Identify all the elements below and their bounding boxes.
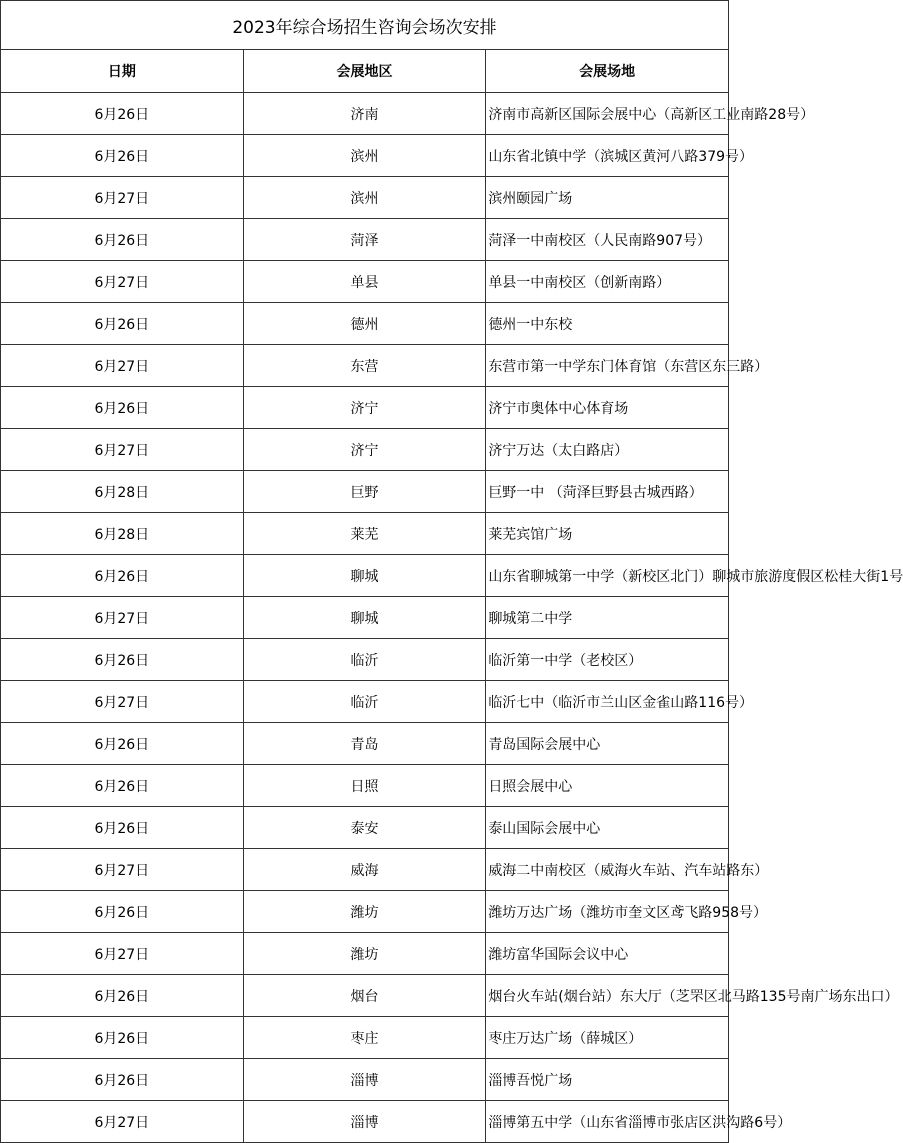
cell-venue: 莱芜宾馆广场 [486,513,729,555]
cell-region: 济宁 [243,429,486,471]
cell-date: 6月26日 [1,1017,244,1059]
cell-date: 6月26日 [1,765,244,807]
cell-region: 滨州 [243,135,486,177]
cell-region: 巨野 [243,471,486,513]
cell-region: 滨州 [243,177,486,219]
cell-venue: 山东省北镇中学（滨城区黄河八路379号） [486,135,729,177]
cell-region: 青岛 [243,723,486,765]
cell-date: 6月27日 [1,1101,244,1143]
cell-date: 6月26日 [1,723,244,765]
cell-venue: 菏泽一中南校区（人民南路907号） [486,219,729,261]
cell-date: 6月27日 [1,345,244,387]
table-row [1,429,729,471]
table-row [1,387,729,429]
header-row [1,50,729,93]
table-row [1,765,729,807]
cell-venue: 临沂七中（临沂市兰山区金雀山路116号） [486,681,729,723]
cell-date: 6月27日 [1,429,244,471]
cell-region: 临沂 [243,639,486,681]
cell-date: 6月27日 [1,177,244,219]
cell-region: 潍坊 [243,891,486,933]
cell-region: 东营 [243,345,486,387]
table-row [1,261,729,303]
cell-venue: 威海二中南校区（威海火车站、汽车站路东） [486,849,729,891]
cell-date: 6月26日 [1,135,244,177]
cell-venue: 淄博吾悦广场 [486,1059,729,1101]
cell-venue: 单县一中南校区（创新南路） [486,261,729,303]
cell-date: 6月27日 [1,681,244,723]
cell-date: 6月26日 [1,807,244,849]
cell-venue: 枣庄万达广场（薛城区） [486,1017,729,1059]
cell-region: 泰安 [243,807,486,849]
cell-region: 淄博 [243,1101,486,1143]
cell-region: 济南 [243,93,486,135]
cell-region: 潍坊 [243,933,486,975]
cell-date: 6月26日 [1,891,244,933]
table-row [1,891,729,933]
cell-region: 枣庄 [243,1017,486,1059]
table-title: 2023年综合场招生咨询会场次安排 [1,1,729,50]
cell-venue: 潍坊富华国际会议中心 [486,933,729,975]
table-row [1,807,729,849]
cell-region: 莱芜 [243,513,486,555]
header-region: 会展地区 [243,50,486,93]
cell-date: 6月26日 [1,1059,244,1101]
cell-date: 6月26日 [1,639,244,681]
cell-date: 6月26日 [1,303,244,345]
table-row [1,303,729,345]
cell-region: 单县 [243,261,486,303]
table-row [1,177,729,219]
cell-date: 6月27日 [1,261,244,303]
table-row [1,1017,729,1059]
table-row [1,723,729,765]
table-row [1,555,729,597]
title-row [1,1,729,50]
cell-date: 6月26日 [1,93,244,135]
cell-venue: 烟台火车站(烟台站）东大厅（芝罘区北马路135号南广场东出口） [486,975,729,1017]
cell-venue: 聊城第二中学 [486,597,729,639]
cell-date: 6月27日 [1,933,244,975]
cell-venue: 巨野一中 （菏泽巨野县古城西路） [486,471,729,513]
cell-venue: 泰山国际会展中心 [486,807,729,849]
cell-date: 6月26日 [1,387,244,429]
cell-region: 菏泽 [243,219,486,261]
cell-region: 德州 [243,303,486,345]
cell-region: 聊城 [243,597,486,639]
table-row [1,135,729,177]
cell-date: 6月26日 [1,555,244,597]
cell-region: 威海 [243,849,486,891]
cell-venue: 东营市第一中学东门体育馆（东营区东三路） [486,345,729,387]
table-row [1,513,729,555]
cell-date: 6月26日 [1,219,244,261]
cell-region: 淄博 [243,1059,486,1101]
table-row [1,975,729,1017]
cell-date: 6月28日 [1,513,244,555]
table-row [1,933,729,975]
table-row [1,1101,729,1143]
table-row [1,345,729,387]
table-body [1,93,903,1143]
cell-region: 聊城 [243,555,486,597]
cell-venue: 淄博第五中学（山东省淄博市张店区洪沟路6号） [486,1101,729,1143]
cell-date: 6月28日 [1,471,244,513]
cell-region: 烟台 [243,975,486,1017]
table-row [1,1059,729,1101]
cell-region: 临沂 [243,681,486,723]
cell-region: 日照 [243,765,486,807]
cell-venue: 山东省聊城第一中学（新校区北门）聊城市旅游度假区松桂大街1号 [486,555,729,597]
cell-venue: 临沂第一中学（老校区） [486,639,729,681]
cell-venue: 济宁市奥体中心体育场 [486,387,729,429]
cell-venue: 潍坊万达广场（潍坊市奎文区鸢飞路958号） [486,891,729,933]
cell-venue: 日照会展中心 [486,765,729,807]
table-row [1,471,729,513]
cell-date: 6月26日 [1,975,244,1017]
cell-venue: 德州一中东校 [486,303,729,345]
table-row [1,849,729,891]
cell-venue: 青岛国际会展中心 [486,723,729,765]
cell-date: 6月27日 [1,849,244,891]
cell-venue: 济南市高新区国际会展中心（高新区工业南路28号） [486,93,729,135]
cell-venue: 济宁万达（太白路店） [486,429,729,471]
cell-region: 济宁 [243,387,486,429]
header-date: 日期 [1,50,244,93]
table-row [1,93,729,135]
table-row [1,681,729,723]
cell-venue: 滨州颐园广场 [486,177,729,219]
header-venue: 会展场地 [486,50,729,93]
cell-date: 6月27日 [1,597,244,639]
table-row [1,639,729,681]
table-row [1,219,729,261]
table-row [1,597,729,639]
